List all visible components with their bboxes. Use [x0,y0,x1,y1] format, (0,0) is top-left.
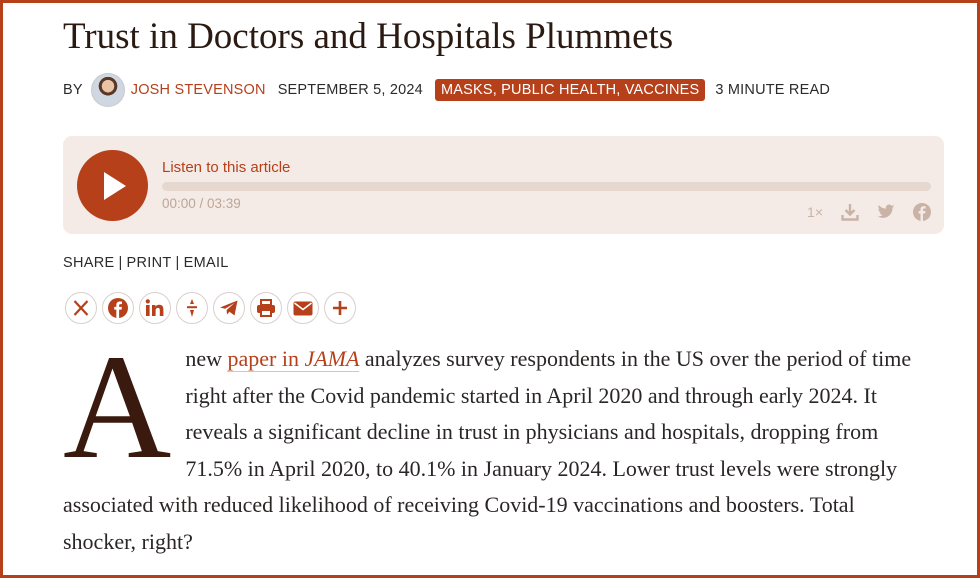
play-icon [103,171,127,201]
drop-cap: A [63,324,172,490]
playback-speed-button[interactable]: 1× [807,204,823,220]
email-link[interactable]: EMAIL [183,255,229,271]
player-controls [807,203,931,221]
email-icon[interactable] [287,292,319,324]
share-link[interactable]: SHARE [63,255,115,271]
x-icon[interactable] [65,292,97,324]
publish-date: SEPTEMBER 5, 2024 [277,82,423,98]
category-tags[interactable]: MASKS, PUBLIC HEALTH, VACCINES [435,79,705,101]
print-icon[interactable] [250,292,282,324]
author-avatar[interactable] [91,73,125,107]
linkedin-icon[interactable] [139,292,171,324]
facebook-icon[interactable] [102,292,134,324]
body-text: analyzes survey respondents in the US over the period of time right after the Covid pandemic started in April 2020 and through early 2024. It reveals a significant decline in trust in physicians and hospitals, dropping from 71.5% in April 2020, to 40.1% in January 2024. Lower trust levels were strongly associated with reduced likelihood of receiving Covid-19 vaccinations and boosters. Total shocker, right? [63,346,912,554]
article-meta [63,73,830,107]
telegram-icon[interactable] [213,292,245,324]
print-link[interactable]: PRINT [126,255,172,271]
progress-bar[interactable] [162,182,931,191]
facebook-icon[interactable] [913,203,931,221]
time-readout: 00:00 / 03:39 [162,196,241,211]
share-icons [65,292,356,324]
body-text-intro: new [185,346,228,371]
article-title: Trust in Doctors and Hospitals Plummets [63,16,674,57]
read-time: 3 MINUTE READ [715,82,830,98]
twitter-icon[interactable] [877,204,895,220]
listen-label: Listen to this article [162,159,291,176]
article-body [63,324,933,560]
jama-paper-link[interactable]: paper in JAMA [227,346,360,371]
audio-player [63,136,944,234]
more-plus-icon[interactable] [324,292,356,324]
play-button[interactable] [77,150,148,221]
gettr-icon[interactable] [176,292,208,324]
by-label: BY [63,82,83,98]
author-link[interactable]: JOSH STEVENSON [130,82,266,98]
download-icon[interactable] [841,203,859,221]
share-links: SHARE | PRINT | EMAIL [63,255,229,271]
